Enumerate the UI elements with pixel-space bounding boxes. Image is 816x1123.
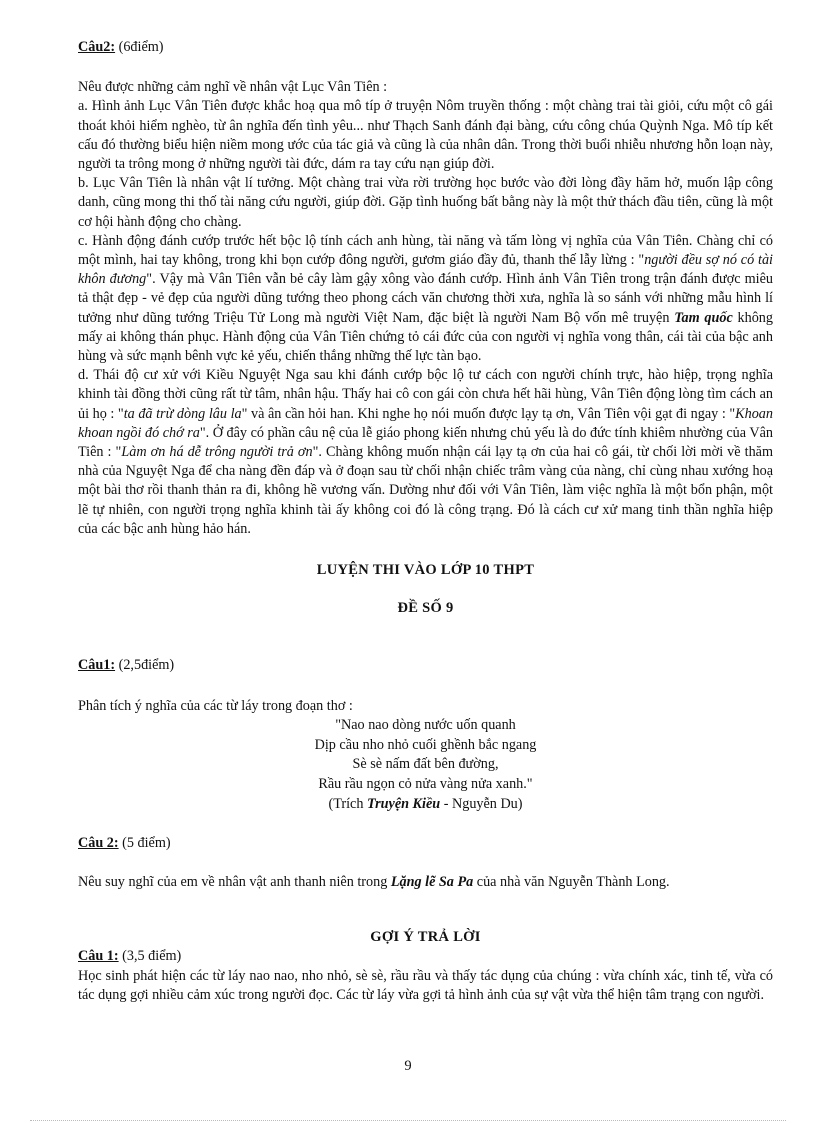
question-1-prompt: Phân tích ý nghĩa của các từ láy trong đoạn thơ : <box>78 697 353 714</box>
question-score: (5 điểm) <box>118 834 171 851</box>
question-2-heading <box>78 38 773 57</box>
text-run: c. Hành động đánh cướp trước hết bộc lộ tính cách anh hùng, tài năng và tấm lòng vị nghĩa của Vân Tiên. Chàng chỉ có một mình, hai tay không, trong khi bọn cướp đông người, gươm giáo đầy đủ, thanh thế lẫy lừng : " <box>78 232 773 269</box>
question-label: Câu1: <box>78 657 116 674</box>
text-run: không mấy ai không thán phục. Hành động của Vân Tiên chứng tỏ cái đức của con người vị nghĩa vong thân, cái tài của bậc anh hùng và sức mạnh bênh vực kẻ yếu, chiến thắng những thế lực tàn bạo. <box>78 309 773 365</box>
page-divider <box>30 1120 786 1121</box>
work-title: Truyện Kiều <box>366 796 441 813</box>
question-score: (6điểm) <box>115 39 164 55</box>
quote: Khoan khoan ngồi đó chớ ra <box>78 405 773 441</box>
question-2-intro: Nêu được những cảm nghĩ về nhân vật Lục Vân Tiên : <box>78 79 388 96</box>
answer-1-text: Học sinh phát hiện các từ láy nao nao, nho nhỏ, sè sè, rầu rầu và thấy tác dụng của chúng : vừa chính xác, tinh tế, vừa có tác dụng gợi nhiều cảm xúc trong người đọc. Các từ láy vừa gợi tả hình ảnh của sự vật vừa thể hiện tâm trạng con người. <box>78 967 773 1003</box>
paragraph-d <box>78 366 773 539</box>
book-title: Tam quốc <box>674 309 733 326</box>
answer-title: GỢI Ý TRẢ LỜI <box>370 929 481 946</box>
question-2b-prompt <box>78 873 773 892</box>
poem-line: Rầu rầu ngọn cỏ nửa vàng nửa xanh." <box>318 776 533 793</box>
quote: ta đã trừ dòng lâu la <box>123 405 242 422</box>
answer-1-heading <box>78 947 773 966</box>
paragraph-c <box>78 232 773 366</box>
question-2b-heading <box>78 834 773 853</box>
quote: Làm ơn há dễ trông người trả ơn <box>121 444 313 461</box>
poem-line: "Nao nao dòng nước uốn quanh <box>335 716 516 733</box>
exam-subtitle: ĐỀ SỐ 9 <box>397 600 454 617</box>
text-run: " và ân cần hỏi han. Khi nghe họ nói muốn được lạy tạ ơn, Vân Tiên vội gạt đi ngay : " <box>241 405 736 422</box>
text-run: ". Ở đây có phần câu nệ của lễ giáo phong kiến nhưng chủ yếu là do đức tính khiêm nhường của Vân Tiên : " <box>78 424 773 461</box>
text-run: d. Thái độ cư xử với Kiều Nguyệt Nga sau khi đánh cướp bộc lộ tư cách con người chính trực, hào hiệp, trọng nghĩa khinh tài đồng thời cũng rất từ tâm, nhân hậu. Thấy hai cô con gái còn chưa hết hãi hùng, Vân Tiên động lòng tìm cách an ủi họ : " <box>78 367 773 422</box>
question-score: (3,5 điểm) <box>118 948 182 965</box>
question-score: (2,5điểm) <box>115 657 175 674</box>
text-run: của nhà văn Nguyễn Thành Long. <box>473 874 670 891</box>
document-page <box>78 38 773 1005</box>
quote: người đều sợ nó có tài khôn đương <box>78 252 773 288</box>
text-run: ". Vậy mà Vân Tiên vẫn bẻ cây làm gậy xông vào đánh cướp. Hình ảnh Vân Tiên trong trận đánh được miêu tả thật đẹp - vẻ đẹp của người dũng tướng theo phong cách văn chương thời xưa, nghĩa là so sánh với những mẫu hình lí tưởng như dũng tướng Triệu Tử Long mà người Việt Nam, đặc biệt là người Nam Bộ vốn mê truyện <box>78 271 773 326</box>
question-label: Câu 2: <box>78 834 119 851</box>
text-run: ". Chàng không muốn nhận cái lạy tạ ơn của hai cô gái, từ chối lời mời về thăm nhà của Nguyệt Nga để cha nàng đền đáp và ở đoạn sau từ chối nhận chiếc trâm vàng của nàng, chỉ cùng nhau xướng hoạ một bài thơ rồi thanh thản ra đi, không hề vương vấn. Dường như đối với Vân Tiên, làm việc nghĩa là một bổn phận, một lẽ tự nhiên, con người trọng nghĩa khinh tài ấy không coi đó là công trạng. Đó là cách cư xử mang tinh thần nghĩa hiệp của các bậc anh hùng hảo hán. <box>78 444 773 537</box>
exam-title: LUYỆN THI VÀO LỚP 10 THPT <box>316 562 535 579</box>
text-run: Nêu suy nghĩ của em về nhân vật anh thanh niên trong <box>78 874 391 891</box>
poem <box>78 716 773 815</box>
work-title: Lặng lẽ Sa Pa <box>390 874 474 891</box>
text-run: - Nguyễn Du) <box>440 796 523 813</box>
paragraph-a: a. Hình ảnh Lục Vân Tiên được khắc hoạ qua mô típ ở truyện Nôm truyền thống : một chàng trai tài giỏi, cứu một cô gái thoát khỏi hiểm nghèo, từ ân nghĩa đến tình yêu... như Thạch Sanh đánh đại bàng, cứu công chúa Quỳnh Nga. Mô típ kết cấu đó thường biểu hiện niềm mong ước của tác giả và cũng là của nhân dân. Trong thời buổi nhiễu nhương hỗn loạn này, người ta trông mong ở những người tài đức, dám ra tay cứu nạn giúp đời. <box>78 98 773 173</box>
question-1-heading <box>78 656 773 675</box>
paragraph-b: b. Lục Vân Tiên là nhân vật lí tưởng. Một chàng trai vừa rời trường học bước vào đời lòng đầy hăm hở, muốn lập công danh, cũng mong thi thố tài năng cứu người, giúp đời. Gặp tình huống bất bằng này là một thử thách đầu tiên, cũng là một cơ hội hành động cho chàng. <box>78 175 773 230</box>
page-number: 9 <box>404 1058 412 1074</box>
question-label: Câu 1: <box>78 948 119 965</box>
question-label: Câu2: <box>78 39 116 55</box>
text-run: (Trích <box>328 796 367 813</box>
poem-citation <box>78 795 773 815</box>
poem-line: Sè sè nấm đất bên đường, <box>352 756 499 773</box>
poem-line: Dịp cầu nho nhỏ cuối ghềnh bắc ngang <box>314 736 537 753</box>
